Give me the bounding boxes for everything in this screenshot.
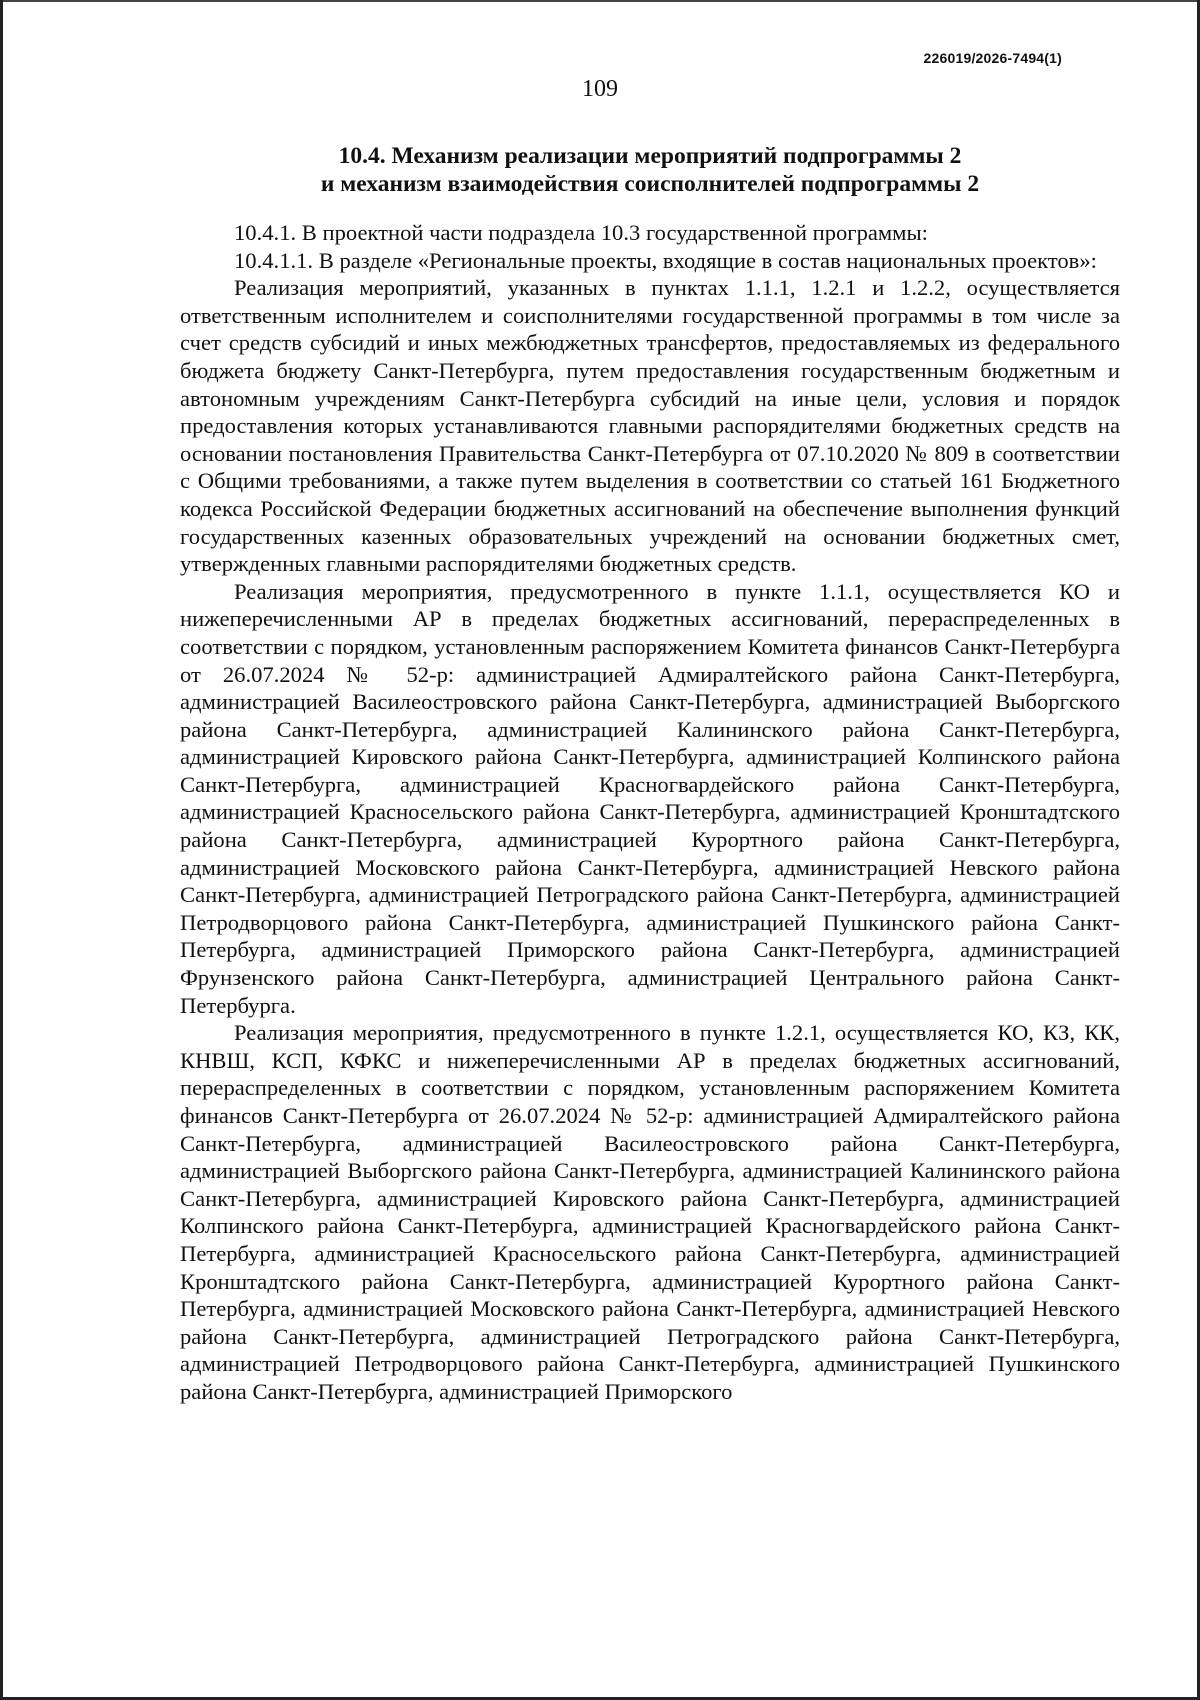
page-number: 109 <box>582 76 618 102</box>
paragraph-implementation-1-1-1: Реализация мероприятия, предусмотренного в пункте 1.1.1, осуществляется КО и нижеперечисленными АР в пределах бюджетных ассигнований, перераспределенных в соответствии с порядком, установленным распоряжением Комитета финансов Санкт-Петербурга от 26.07.2024 № 52-р: администрацией Адмиралтейского района Санкт-Петербурга, администрацией Василеостровского района Санкт-Петербурга, администрацией Выборгского района Санкт-Петербурга, администрацией Калининского района Санкт-Петербурга, администрацией Кировского района Санкт-Петербурга, администрацией Колпинского района Санкт-Петербурга, администрацией Красногвардейского района Санкт-Петербурга, администрацией Красносельского района Санкт-Петербурга, администрацией Кронштадтского района Санкт-Петербурга, администрацией Курортного района Санкт-Петербурга, администрацией Московского района Санкт-Петербурга, администрацией Невского района Санкт-Петербурга, администрацией Петроградского района Санкт-Петербурга, администрацией Петродворцового района Санкт-Петербурга, администрацией Пушкинского района Санкт-Петербурга, администрацией Приморского района Санкт-Петербурга, администрацией Фрунзенского района Санкт-Петербурга, администрацией Центрального района Санкт-Петербурга. <box>180 578 1120 1018</box>
section-heading-line-2: и механизм взаимодействия соисполнителей подпрограммы 2 <box>320 171 980 197</box>
section-heading-line-1: 10.4. Механизм реализации мероприятий подпрограммы 2 <box>338 143 962 169</box>
page-frame-left <box>0 0 3 1700</box>
paragraph-10-4-1: 10.4.1. В проектной части подраздела 10.3 государственной программы: <box>234 220 928 245</box>
page-frame-top <box>0 0 1200 2</box>
paragraph-implementation-1-2-1: Реализация мероприятия, предусмотренного в пункте 1.2.1, осуществляется КО, КЗ, КК, КНВШ, КСП, КФКС и нижеперечисленными АР в пределах бюджетных ассигнований, перераспределенных в соответствии с порядком, установленным распоряжением Комитета финансов Санкт-Петербурга от 26.07.2024 № 52-р: администрацией Адмиралтейского района Санкт-Петербурга, администрацией Василеостровского района Санкт-Петербурга, администрацией Выборгского района Санкт-Петербурга, администрацией Калининского района Санкт-Петербурга, администрацией Кировского района Санкт-Петербурга, администрацией Колпинского района Санкт-Петербурга, администрацией Красногвардейского района Санкт-Петербурга, администрацией Красносельского района Санкт-Петербурга, администрацией Кронштадтского района Санкт-Петербурга, администрацией Курортного района Санкт-Петербурга, администрацией Московского района Санкт-Петербурга, администрацией Невского района Санкт-Петербурга, администрацией Петроградского района Санкт-Петербурга, администрацией Петродворцового района Санкт-Петербурга, администрацией Пушкинского района Санкт-Петербурга, администрацией Приморского <box>180 1020 1120 1404</box>
document-number: 226019/2026-7494(1) <box>923 50 1062 66</box>
section-heading <box>180 142 1120 198</box>
paragraph-10-4-1-1: 10.4.1.1. В разделе «Региональные проекты, входящие в состав национальных проектов»: <box>234 247 1097 273</box>
paragraph-implementation-general: Реализация мероприятий, указанных в пунктах 1.1.1, 1.2.1 и 1.2.2, осуществляется ответственным исполнителем и соисполнителями государственной программы в том числе за счет средств субсидий и иных межбюджетных трансфертов, предоставляемых из федерального бюджета бюджету Санкт-Петербурга, путем предоставления государственным бюджетным и автономным учреждениям Санкт-Петербурга субсидий на иные цели, условия и порядок предоставления которых устанавливаются главными распорядителями бюджетных средств на основании постановления Правительства Санкт-Петербурга от 07.10.2020 № 809 в соответствии с Общими требованиями, а также путем выделения в соответствии со статьей 161 Бюджетного кодекса Российской Федерации бюджетных ассигнований на обеспечение выполнения функций государственных казенных образовательных учреждений на основании бюджетных смет, утвержденных главными распорядителями бюджетных средств. <box>180 275 1120 577</box>
document-body <box>180 219 1120 1406</box>
